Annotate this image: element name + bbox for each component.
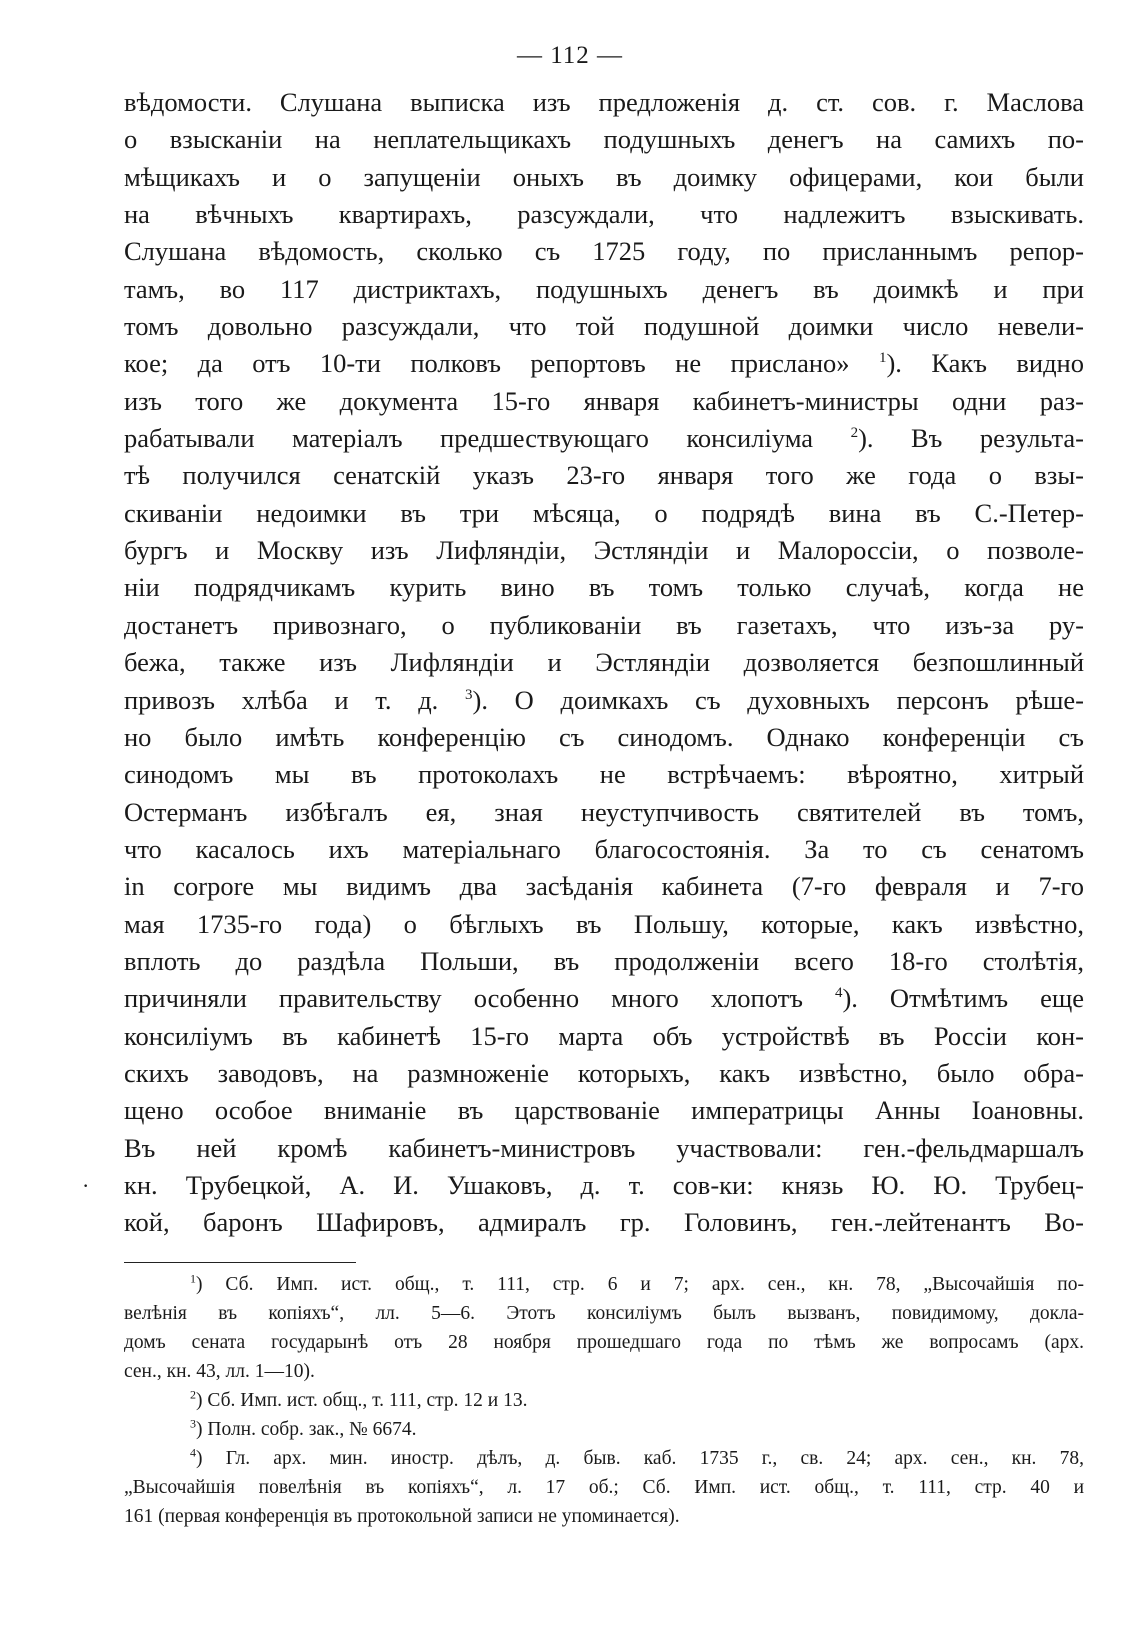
page-number: — 112 — [516,42,624,69]
text-line: консиліумъ въ кабинетѣ 15-го марта объ устройствѣ въ Россіи кон- [124,1020,1084,1051]
text-line: мѣщикахъ и о запущеніи оныхъ въ доимку офицерами, кои были [124,161,1084,192]
text-line: ніи подрядчикамъ курить вино въ томъ только случаѣ, когда не [124,572,1084,603]
text-line-with-footnote-ref [124,420,1084,457]
footnote-ref-4: 4 [834,985,843,1002]
text-segment: привозъ хлѣба и т. д. [124,684,439,715]
text-line: in corpore мы видимъ два засѣданія кабинета (7-го февраля и 7-го [124,871,1084,902]
text-segment: ). О доимкахъ съ духовныхъ персонъ рѣше- [472,684,1084,715]
text-segment: ). Въ результа- [858,423,1084,454]
footnote-4-line: „Высочайшія повелѣнія въ копіяхъ“, л. 17 об.; Сб. Имп. ист. общ., т. 111, стр. 40 и [124,1477,1084,1498]
text-line: томъ довольно разсуждали, что той подушной доимки число невели- [124,311,1084,342]
footnote-2-line: $^2$) Сб. Имп. ист. общ., т. 111, стр. 12 и 13. [190,1387,528,1411]
text-segment: ). Какъ видно [886,348,1084,379]
footnote-2-mark: 2 [190,1387,196,1402]
footnotes [124,1270,1084,1531]
footnote-text: Сб. Имп. ист. общ., т. 111, стр. 6 и 7; арх. сен., кн. 78, „Высочайшія по- [225,1274,1084,1295]
text-segment: причиняли правительству особенно много хлопотъ [124,983,803,1014]
footnote-1-line: домъ сената государынѣ отъ 28 ноября прошедшаго года по тѣмъ же вопросамъ (арх. [124,1332,1084,1353]
text-line: что касалось ихъ матеріальнаго благосостоянія. За то съ сенатомъ [124,833,1084,864]
margin-dot-mark: · [82,1173,90,1198]
text-line-with-footnote-ref [124,980,1084,1017]
footnote-ref-1: 1 [878,350,887,367]
footnote-separator-rule [124,1262,356,1263]
text-line: Остерманъ избѣгалъ ея, зная неуступчивость святителей въ томъ, [124,796,1084,827]
text-line: но было имѣть конференцію съ синодомъ. Однако конференціи съ [124,721,1084,752]
footnote-4-line: $^4$) Гл. арх. мин. иностр. дѣлъ, д. быв. каб. 1735 г., св. 24; арх. сен., кн. 78, [190,1445,1084,1469]
footnote-3-line: $^3$) Полн. собр. зак., № 6674. [190,1416,417,1440]
text-line-with-footnote-ref [124,345,1084,382]
text-line: мая 1735-го года) о бѣглыхъ въ Польшу, которые, какъ извѣстно, [124,908,1084,939]
text-line: бежа, также изъ Лифляндіи и Эстляндіи дозволяется безпошлинный [124,647,1084,678]
footnote-text: Полн. собр. зак., № 6674. [207,1419,417,1440]
footnote-1-mark: 1 [190,1271,196,1286]
text-segment: кое; да отъ 10-ти полковъ репортовъ не прислано» [124,348,850,379]
text-line: изъ того же документа 15-го января кабинетъ-министры одни раз- [124,385,1084,416]
text-segment: рабатывали матеріалъ предшествующаго консиліума [124,423,814,454]
text-segment: ). Отмѣтимъ еще [842,983,1084,1014]
text-line: скиваніи недоимки въ три мѣсяца, о подрядѣ вина въ С.-Петер- [124,497,1084,528]
text-line: тамъ, во 117 дистриктахъ, подушныхъ денегъ въ доимкѣ и при [124,273,1084,304]
footnote-4-mark: 4 [190,1445,196,1460]
text-line-with-footnote-ref [124,682,1084,719]
text-line: синодомъ мы въ протоколахъ не встрѣчаемъ: вѣроятно, хитрый [124,759,1084,790]
text-line: кн. Трубецкой, А. И. Ушаковъ, д. т. сов-ки: князь Ю. Ю. Трубец- [124,1169,1084,1200]
footnote-1-line: $^1$) Сб. Имп. ист. общ., т. 111, стр. 6 и 7; арх. сен., кн. 78, „Высочайшія по- [190,1271,1084,1295]
text-line: вѣдомости. Слушана выписка изъ предложенія д. ст. сов. г. Маслова [124,87,1084,117]
footnote-ref-2: 2 [850,425,859,442]
text-line: скихъ заводовъ, на размноженіе которыхъ, какъ извѣстно, было обра- [124,1057,1084,1088]
text-line: бургъ и Москву изъ Лифляндіи, Эстляндіи и Малороссіи, о позволе- [124,535,1084,566]
text-line: Въ ней кромѣ кабинетъ-министровъ участвовали: ген.-фельдмаршалъ [124,1132,1084,1163]
text-line: вплоть до раздѣла Польши, въ продолженіи всего 18-го столѣтія, [124,945,1084,976]
text-line: тѣ получился сенатскій указъ 23-го января того же года о взы- [124,460,1084,491]
text-line: о взысканіи на неплательщикахъ подушныхъ денегъ на самихъ по- [124,124,1084,155]
text-line: достанетъ привознаго, о публикованіи въ газетахъ, что изъ-за ру- [124,609,1084,640]
text-line: Слушана вѣдомость, сколько съ 1725 году, по присланнымъ репор- [124,236,1084,267]
footnote-text: Гл. арх. мин. иностр. дѣлъ, д. быв. каб. 1735 г., св. 24; арх. сен., кн. 78, [225,1448,1084,1469]
text-line: кой, баронъ Шафировъ, адмиралъ гр. Головинъ, ген.-лейтенантъ Во- [124,1207,1084,1238]
footnote-4-line: 161 (первая конференція въ протокольной записи не упоминается). [124,1506,680,1527]
footnote-ref-3: 3 [465,686,473,703]
footnote-3-mark: 3 [190,1416,196,1431]
footnote-1-line: велѣнія въ копіяхъ“, лл. 5—6. Этотъ консиліумъ былъ вызванъ, повидимому, докла- [124,1303,1084,1324]
text-line: на вѣчныхъ квартирахъ, разсуждали, что надлежитъ взыскивать. [124,199,1084,230]
footnote-text: Сб. Имп. ист. общ., т. 111, стр. 12 и 13. [207,1390,528,1411]
footnote-1-line: сен., кн. 43, лл. 1—10). [124,1361,315,1382]
text-line: щено особое вниманіе въ царствованіе императрицы Анны Іоановны. [124,1095,1084,1126]
main-text [124,84,1084,1242]
